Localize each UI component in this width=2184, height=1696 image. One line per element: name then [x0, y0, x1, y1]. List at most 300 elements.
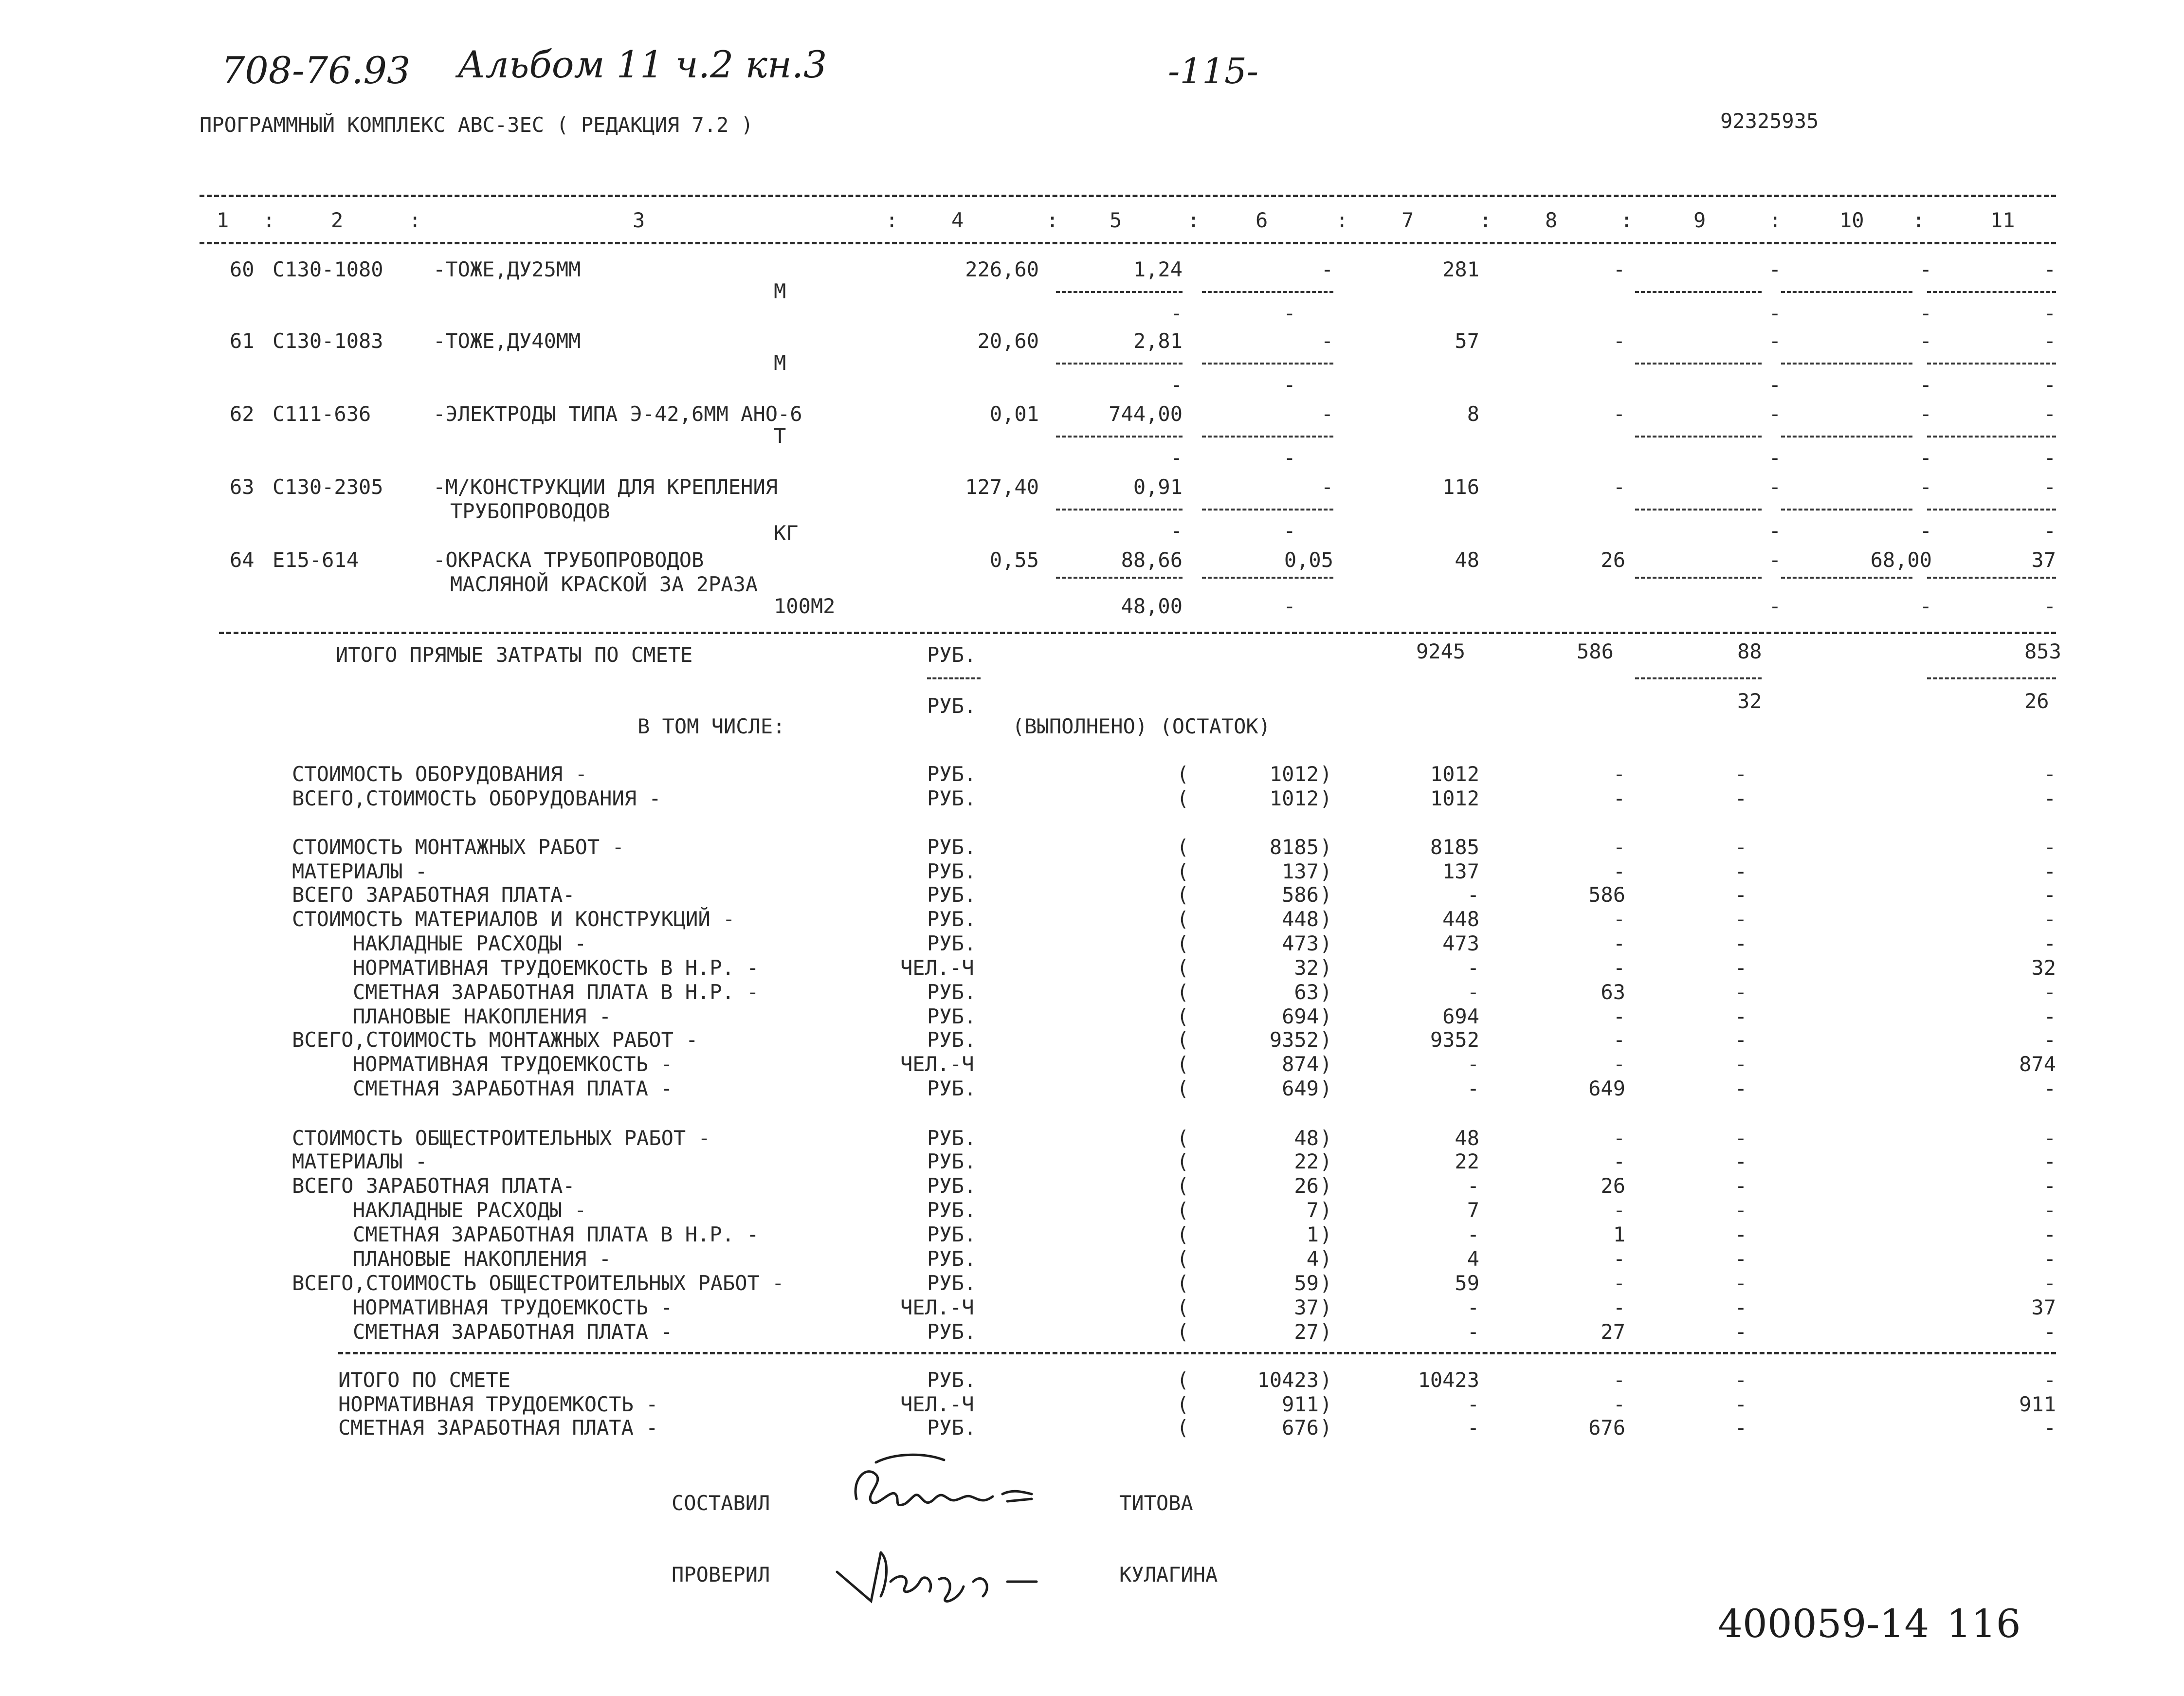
summary-col-8: - [1613, 1028, 1625, 1052]
summary-paren-open: ( [1177, 1320, 1189, 1344]
summary-col-11: - [2043, 1076, 2056, 1100]
item-col-11: 37 [2031, 548, 2056, 572]
album-code: 708-76.93 [221, 49, 411, 92]
summary-col-7: - [1467, 1076, 1479, 1100]
summary-col-7: 10423 [1418, 1368, 1479, 1392]
summary-done-value: 473 [1282, 931, 1319, 955]
summary-col-9: - [1734, 1126, 1747, 1150]
summary-col-7: - [1467, 1174, 1479, 1198]
composed-signature [847, 1450, 1051, 1523]
column-header-9: 9 [1693, 208, 1706, 232]
summary-col-8: - [1613, 1247, 1625, 1271]
summary-col-11: 37 [2031, 1295, 2056, 1319]
item-col-8: - [1613, 475, 1625, 499]
summary-paren-open: ( [1177, 907, 1189, 931]
sub-col-6: - [1283, 594, 1296, 618]
column-header-8: 8 [1545, 208, 1558, 232]
summary-paren-open: ( [1177, 859, 1189, 883]
summary-col-7: - [1467, 1295, 1479, 1319]
cell-rule [1056, 509, 1183, 511]
column-header-1: 1 [217, 208, 229, 232]
summary-paren-close: ) [1320, 883, 1332, 907]
summary-col-8: - [1613, 1368, 1625, 1392]
summary-col-8: - [1613, 1198, 1625, 1222]
summary-label: МАТЕРИАЛЫ - [292, 859, 428, 883]
summary-label: СТОИМОСТЬ МАТЕРИАЛОВ И КОНСТРУКЦИЙ - [292, 907, 735, 931]
summary-col-11: - [2043, 835, 2056, 859]
done-rest-label: (ВЫПОЛНЕНО) (ОСТАТОК) [1012, 714, 1271, 738]
sub-col-10: - [1919, 373, 1932, 397]
summary-label: ПЛАНОВЫЕ НАКОПЛЕНИЯ - [353, 1004, 612, 1028]
page-number: -115- [1168, 51, 1259, 91]
item-col-6: - [1321, 475, 1333, 499]
column-header-11: 11 [1990, 208, 2015, 232]
item-name: -ОКРАСКА ТРУБОПРОВОДОВ [433, 548, 704, 572]
summary-col-7: 22 [1455, 1149, 1479, 1173]
summary-paren-open: ( [1177, 1126, 1189, 1150]
summary-col-8: - [1613, 1149, 1625, 1173]
item-number: 61 [230, 329, 255, 353]
column-header-5: 5 [1110, 208, 1122, 232]
item-col-6: - [1321, 257, 1333, 281]
summary-unit: РУБ. [927, 883, 977, 907]
program-title: ПРОГРАММНЫЙ КОМПЛЕКС АВС-3ЕС ( РЕДАКЦИЯ 7.2 ) [200, 113, 753, 137]
summary-paren-close: ) [1320, 1368, 1332, 1392]
summary-label: СМЕТНАЯ ЗАРАБОТНАЯ ПЛАТА - [353, 1320, 673, 1344]
summary-unit: РУБ. [927, 1368, 977, 1392]
summary-col-8: 27 [1601, 1320, 1625, 1344]
sub-col-10: - [1919, 594, 1932, 618]
summary-col-9: - [1734, 931, 1747, 955]
summary-col-7: - [1467, 1320, 1479, 1344]
sub-col-6: - [1283, 519, 1296, 543]
summary-col-11: - [2043, 907, 2056, 931]
items-end-rule [219, 632, 2056, 634]
summary-col-11: - [2043, 1247, 2056, 1271]
column-header-6: 6 [1256, 208, 1268, 232]
summary-col-7: 1012 [1430, 786, 1479, 810]
summary-col-9: - [1734, 786, 1747, 810]
direct-costs-c8: 586 [1577, 639, 1614, 663]
summary-paren-close: ) [1320, 1028, 1332, 1052]
item-col-7: 48 [1455, 548, 1479, 572]
sub-col-5: - [1170, 373, 1183, 397]
column-separator: : [1769, 208, 1782, 232]
summary-label: СТОИМОСТЬ МОНТАЖНЫХ РАБОТ - [292, 835, 624, 859]
item-col-9: - [1768, 475, 1781, 499]
second-unit: РУБ. [927, 694, 977, 718]
direct-costs-unit: РУБ. [927, 643, 977, 667]
summary-done-value: 9352 [1269, 1028, 1319, 1052]
cell-rule [1202, 509, 1333, 511]
summary-done-value: 1012 [1269, 762, 1319, 786]
cell-rule [1202, 577, 1333, 579]
including-label: В ТОМ ЧИСЛЕ: [637, 714, 785, 738]
summary-col-8: - [1613, 1004, 1625, 1028]
summary-paren-close: ) [1320, 1416, 1332, 1440]
summary-unit: РУБ. [927, 1174, 977, 1198]
sub-col-5: - [1170, 446, 1183, 470]
summary-unit: РУБ. [927, 835, 977, 859]
summary-col-11: - [2043, 931, 2056, 955]
column-separator: : [1620, 208, 1633, 232]
summary-paren-open: ( [1177, 1271, 1189, 1295]
item-col-8: - [1613, 402, 1625, 426]
sub-col-10: - [1919, 301, 1932, 325]
summary-col-11: - [2043, 1174, 2056, 1198]
summary-unit: РУБ. [927, 1149, 977, 1173]
summary-done-value: 32 [1294, 956, 1319, 980]
summary-paren-open: ( [1177, 835, 1189, 859]
cell-rule [1056, 577, 1183, 579]
summary-col-11: - [2043, 1198, 2056, 1222]
direct-costs-c7: 9245 [1416, 639, 1466, 663]
cell-rule [1927, 577, 2056, 579]
summary-label: СМЕТНАЯ ЗАРАБОТНАЯ ПЛАТА - [338, 1416, 658, 1440]
summary-label: НОРМАТИВНАЯ ТРУДОЕМКОСТЬ - [353, 1052, 673, 1076]
summary-col-9: - [1734, 1222, 1747, 1246]
item-col-5: 1,24 [1133, 257, 1183, 281]
summary-col-11: - [2043, 786, 2056, 810]
summary-paren-open: ( [1177, 1416, 1189, 1440]
cell-rule [1781, 577, 1912, 579]
summary-paren-open: ( [1177, 931, 1189, 955]
summary-unit: РУБ. [927, 1416, 977, 1440]
column-separator: : [1479, 208, 1492, 232]
summary-col-8: 63 [1601, 980, 1625, 1004]
cell-rule [1635, 291, 1762, 293]
item-unit: Т [774, 424, 786, 448]
item-col-4: 127,40 [965, 475, 1039, 499]
item-name-line2: МАСЛЯНОЙ КРАСКОЙ ЗА 2РАЗА [450, 572, 758, 596]
item-col-8: 26 [1601, 548, 1625, 572]
cell-rule [1781, 291, 1912, 293]
cell-rule [1781, 509, 1912, 511]
second-c9: 32 [1737, 689, 1762, 713]
summary-done-value: 4 [1306, 1247, 1319, 1271]
cell-rule [1056, 436, 1183, 438]
header-rule-bottom [200, 242, 2056, 244]
summary-paren-open: ( [1177, 1076, 1189, 1100]
summary-paren-open: ( [1177, 762, 1189, 786]
summary-paren-open: ( [1177, 786, 1189, 810]
item-col-4: 20,60 [977, 329, 1039, 353]
cell-rule [1635, 509, 1762, 511]
item-name: -ЭЛЕКТРОДЫ ТИПА Э-42,6ММ АНО-6 [433, 402, 802, 426]
column-separator: : [1046, 208, 1059, 232]
summary-col-7: 694 [1442, 1004, 1479, 1028]
summary-col-11: - [2043, 1320, 2056, 1344]
cell-rule [1927, 363, 2056, 365]
summary-col-7: 48 [1455, 1126, 1479, 1150]
item-unit: М [774, 351, 786, 375]
summary-paren-close: ) [1320, 931, 1332, 955]
summary-col-7: 59 [1455, 1271, 1479, 1295]
summary-col-7: 7 [1467, 1198, 1479, 1222]
summary-done-value: 649 [1282, 1076, 1319, 1100]
summary-col-9: - [1734, 1028, 1747, 1052]
summary-unit: ЧЕЛ.-Ч [900, 1052, 974, 1076]
summary-col-9: - [1734, 835, 1747, 859]
summary-col-11: - [2043, 1004, 2056, 1028]
cell-rule [1202, 436, 1333, 438]
item-col-7: 281 [1442, 257, 1479, 281]
summary-col-7: - [1467, 1222, 1479, 1246]
summary-col-9: - [1734, 1392, 1747, 1416]
summary-col-8: - [1613, 835, 1625, 859]
column-separator: : [1187, 208, 1200, 232]
summary-col-8: - [1613, 907, 1625, 931]
summary-unit: РУБ. [927, 980, 977, 1004]
summary-paren-open: ( [1177, 1004, 1189, 1028]
summary-done-value: 10423 [1257, 1368, 1319, 1392]
item-col-8: - [1613, 257, 1625, 281]
summary-paren-close: ) [1320, 1392, 1332, 1416]
summary-col-7: - [1467, 1052, 1479, 1076]
summary-col-7: 473 [1442, 931, 1479, 955]
summary-col-8: - [1613, 931, 1625, 955]
summary-col-9: - [1734, 1004, 1747, 1028]
summary-done-value: 26 [1294, 1174, 1319, 1198]
item-col-11: - [2043, 257, 2056, 281]
column-separator: : [1336, 208, 1348, 232]
stamp-page: 116 [1947, 1601, 2021, 1646]
sub-col-5: - [1170, 519, 1183, 543]
item-col-10: - [1919, 402, 1932, 426]
column-separator: : [409, 208, 421, 232]
summary-unit: РУБ. [927, 1076, 977, 1100]
summary-unit: РУБ. [927, 786, 977, 810]
cell-rule [1927, 291, 2056, 293]
summary-col-9: - [1734, 956, 1747, 980]
summary-paren-open: ( [1177, 980, 1189, 1004]
item-col-9: - [1768, 329, 1781, 353]
sub-col-9: - [1768, 373, 1781, 397]
summary-col-9: - [1734, 1174, 1747, 1198]
summary-col-8: - [1613, 1052, 1625, 1076]
summary-paren-close: ) [1320, 1247, 1332, 1271]
summary-paren-close: ) [1320, 762, 1332, 786]
item-unit: КГ [774, 521, 799, 545]
summary-paren-close: ) [1320, 907, 1332, 931]
sub-col-11: - [2043, 301, 2056, 325]
cell-rule [1202, 291, 1333, 293]
cell-rule [1202, 363, 1333, 365]
sub-col-11: - [2043, 519, 2056, 543]
summary-paren-open: ( [1177, 1247, 1189, 1271]
summary-col-7: - [1467, 1392, 1479, 1416]
summary-col-11: 32 [2031, 956, 2056, 980]
summary-done-value: 1012 [1269, 786, 1319, 810]
sub-col-10: - [1919, 446, 1932, 470]
summary-unit: РУБ. [927, 931, 977, 955]
summary-col-9: - [1734, 1149, 1747, 1173]
sub-col-9: - [1768, 301, 1781, 325]
cell-rule [1635, 436, 1762, 438]
direct-costs-label: ИТОГО ПРЯМЫЕ ЗАТРАТЫ ПО СМЕТЕ [336, 643, 693, 667]
summary-col-9: - [1734, 1416, 1747, 1440]
summary-col-11: 874 [2019, 1052, 2056, 1076]
summary-paren-open: ( [1177, 1392, 1189, 1416]
summary-unit: РУБ. [927, 1247, 977, 1271]
summary-label: СМЕТНАЯ ЗАРАБОТНАЯ ПЛАТА - [353, 1076, 673, 1100]
summary-done-value: 7 [1306, 1198, 1319, 1222]
item-number: 62 [230, 402, 255, 426]
summary-paren-close: ) [1320, 1149, 1332, 1173]
sub-col-5: 48,00 [1121, 594, 1183, 618]
item-col-10: - [1919, 329, 1932, 353]
column-header-3: 3 [633, 208, 645, 232]
sub-col-5: - [1170, 301, 1183, 325]
summary-done-value: 22 [1294, 1149, 1319, 1173]
summary-label: ВСЕГО,СТОИМОСТЬ ОБЩЕСТРОИТЕЛЬНЫХ РАБОТ - [292, 1271, 784, 1295]
stamp-code: 400059-14 [1718, 1601, 1929, 1646]
summary-unit: РУБ. [927, 1126, 977, 1150]
summary-done-value: 37 [1294, 1295, 1319, 1319]
summary-label: НОРМАТИВНАЯ ТРУДОЕМКОСТЬ - [353, 1295, 673, 1319]
summary-paren-close: ) [1320, 1222, 1332, 1246]
summary-label: НАКЛАДНЫЕ РАСХОДЫ - [353, 931, 587, 955]
sub-col-10: - [1919, 519, 1932, 543]
cell-rule [1781, 363, 1912, 365]
summary-paren-open: ( [1177, 1368, 1189, 1392]
column-header-2: 2 [331, 208, 344, 232]
summary-label: ИТОГО ПО СМЕТЕ [338, 1368, 511, 1392]
item-col-9: - [1768, 402, 1781, 426]
summary-paren-open: ( [1177, 1295, 1189, 1319]
direct-costs-c9: 88 [1737, 639, 1762, 663]
summary-paren-close: ) [1320, 1198, 1332, 1222]
summary-col-11: - [2043, 762, 2056, 786]
summary-paren-open: ( [1177, 1028, 1189, 1052]
summary-label: СМЕТНАЯ ЗАРАБОТНАЯ ПЛАТА В Н.Р. - [353, 1222, 759, 1246]
album-name: Альбом 11 ч.2 кн.3 [457, 43, 827, 86]
cell-rule [1635, 363, 1762, 365]
summary-unit: ЧЕЛ.-Ч [900, 956, 974, 980]
column-separator: : [886, 208, 898, 232]
document-code: 92325935 [1720, 109, 1819, 133]
summary-col-7: - [1467, 883, 1479, 907]
summary-unit: РУБ. [927, 1198, 977, 1222]
summary-col-8: 26 [1601, 1174, 1625, 1198]
item-code: С111-636 [273, 402, 371, 426]
summary-col-9: - [1734, 762, 1747, 786]
summary-col-8: - [1613, 762, 1625, 786]
item-number: 63 [230, 475, 255, 499]
summary-label: ВСЕГО,СТОИМОСТЬ ОБОРУДОВАНИЯ - [292, 786, 661, 810]
item-name: -ТОЖЕ,ДУ25ММ [433, 257, 581, 281]
summary-paren-close: ) [1320, 1052, 1332, 1076]
summary-paren-open: ( [1177, 1149, 1189, 1173]
cell-rule [1635, 577, 1762, 579]
summary-label: НОРМАТИВНАЯ ТРУДОЕМКОСТЬ В Н.Р. - [353, 956, 759, 980]
summary-col-11: - [2043, 980, 2056, 1004]
summary-paren-close: ) [1320, 1004, 1332, 1028]
item-col-9: - [1768, 548, 1781, 572]
summary-done-value: 676 [1282, 1416, 1319, 1440]
summary-col-9: - [1734, 883, 1747, 907]
summary-col-8: - [1613, 1271, 1625, 1295]
summary-col-7: - [1467, 980, 1479, 1004]
summary-col-11: - [2043, 1126, 2056, 1150]
summary-col-9: - [1734, 1076, 1747, 1100]
summary-col-11: - [2043, 1028, 2056, 1052]
cell-rule [1056, 363, 1183, 365]
summary-paren-close: ) [1320, 859, 1332, 883]
summary-label: НОРМАТИВНАЯ ТРУДОЕМКОСТЬ - [338, 1392, 658, 1416]
direct-c9-rule [1635, 677, 1762, 679]
summary-done-value: 1 [1306, 1222, 1319, 1246]
column-separator: : [263, 208, 275, 232]
summary-done-value: 911 [1282, 1392, 1319, 1416]
item-col-11: - [2043, 329, 2056, 353]
item-col-6: 0,05 [1284, 548, 1333, 572]
summary-paren-close: ) [1320, 956, 1332, 980]
summary-col-11: - [2043, 1416, 2056, 1440]
summary-paren-close: ) [1320, 1126, 1332, 1150]
summary-col-8: - [1613, 1126, 1625, 1150]
summary-label: СМЕТНАЯ ЗАРАБОТНАЯ ПЛАТА В Н.Р. - [353, 980, 759, 1004]
summary-col-8: 649 [1588, 1076, 1625, 1100]
summary-unit: РУБ. [927, 1004, 977, 1028]
summary-unit: РУБ. [927, 1028, 977, 1052]
summary-paren-close: ) [1320, 980, 1332, 1004]
cell-rule [1927, 436, 2056, 438]
summary-col-8: - [1613, 786, 1625, 810]
checked-label: ПРОВЕРИЛ [672, 1563, 770, 1587]
direct-unit-rule [927, 677, 981, 679]
summary-paren-open: ( [1177, 883, 1189, 907]
summary-col-9: - [1734, 1368, 1747, 1392]
item-col-4: 0,01 [989, 402, 1039, 426]
summary-unit: РУБ. [927, 762, 977, 786]
summary-label: ПЛАНОВЫЕ НАКОПЛЕНИЯ - [353, 1247, 612, 1271]
summary-paren-open: ( [1177, 956, 1189, 980]
summary-col-8: - [1613, 956, 1625, 980]
summary-col-9: - [1734, 1320, 1747, 1344]
summary-done-value: 48 [1294, 1126, 1319, 1150]
sub-col-9: - [1768, 519, 1781, 543]
item-col-6: - [1321, 329, 1333, 353]
item-col-5: 2,81 [1133, 329, 1183, 353]
sub-col-11: - [2043, 373, 2056, 397]
composed-name: ТИТОВА [1119, 1491, 1193, 1515]
item-name: -ТОЖЕ,ДУ40ММ [433, 329, 581, 353]
item-col-9: - [1768, 257, 1781, 281]
second-c11: 26 [2024, 689, 2049, 713]
summary-paren-close: ) [1320, 1320, 1332, 1344]
summary-done-value: 63 [1294, 980, 1319, 1004]
summary-col-11: - [2043, 1222, 2056, 1246]
sub-col-11: - [2043, 446, 2056, 470]
summary-label: ВСЕГО ЗАРАБОТНАЯ ПЛАТА- [292, 1174, 575, 1198]
sub-col-9: - [1768, 594, 1781, 618]
summary-col-11: - [2043, 1271, 2056, 1295]
summary-col-9: - [1734, 859, 1747, 883]
item-code: Е15-614 [273, 548, 359, 572]
item-col-5: 744,00 [1109, 402, 1183, 426]
summary-label: ВСЕГО,СТОИМОСТЬ МОНТАЖНЫХ РАБОТ - [292, 1028, 698, 1052]
item-col-4: 0,55 [989, 548, 1039, 572]
item-code: С130-2305 [273, 475, 383, 499]
sub-col-6: - [1283, 446, 1296, 470]
summary-col-8: - [1613, 1295, 1625, 1319]
item-col-11: - [2043, 402, 2056, 426]
checked-signature [832, 1533, 1066, 1611]
summary-paren-close: ) [1320, 835, 1332, 859]
summary-paren-close: ) [1320, 786, 1332, 810]
composed-label: СОСТАВИЛ [672, 1491, 770, 1515]
